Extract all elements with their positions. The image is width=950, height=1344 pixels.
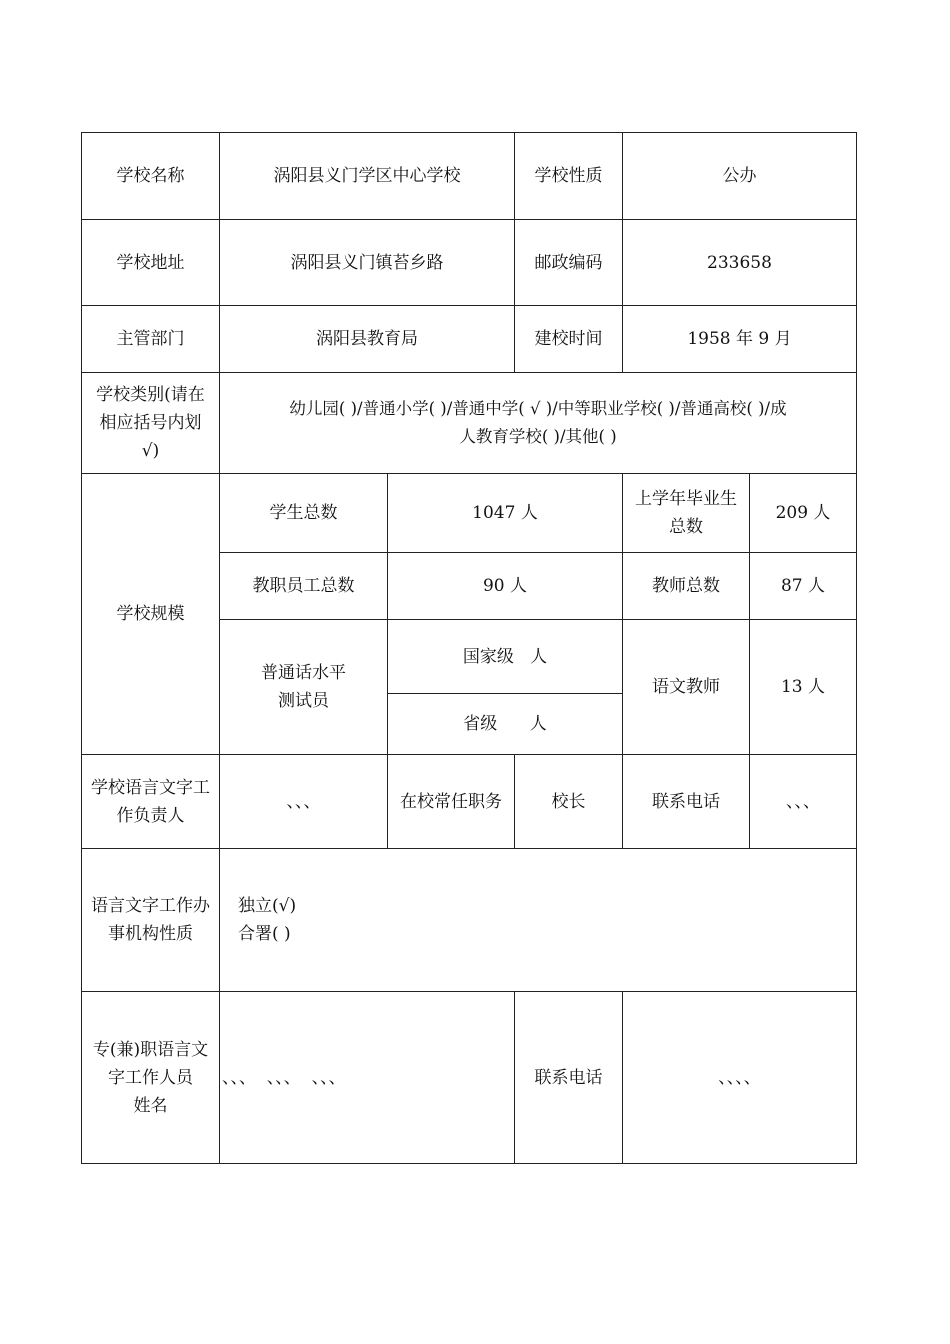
chinese-teachers-value: 13 人 bbox=[750, 620, 857, 755]
staff-names-label-line2: 字工作人员 bbox=[108, 1067, 193, 1088]
teachers-label: 教师总数 bbox=[623, 553, 750, 620]
school-info-form bbox=[81, 132, 857, 1164]
leader-label-line2: 作负责人 bbox=[116, 805, 185, 826]
school-address-value: 涡阳县义门镇苔乡路 bbox=[220, 220, 515, 306]
testers-label-line1: 普通话水平 bbox=[261, 663, 346, 683]
school-nature-label: 学校性质 bbox=[515, 133, 623, 220]
office-label bbox=[82, 849, 220, 992]
leader-name-value: 、、、 bbox=[220, 755, 388, 849]
staff-names-value: 、、、 、、、 、、、 bbox=[220, 992, 515, 1164]
row-staff-names bbox=[82, 992, 857, 1164]
staff-value: 90 人 bbox=[388, 553, 623, 620]
row-category bbox=[82, 373, 857, 474]
students-value: 1047 人 bbox=[388, 474, 623, 553]
founded-label: 建校时间 bbox=[515, 306, 623, 373]
postcode-value: 233658 bbox=[623, 220, 857, 306]
scale-label: 学校规模 bbox=[82, 474, 220, 755]
office-label-line2: 事机构性质 bbox=[108, 924, 193, 944]
office-option-joint: 合署( ) bbox=[238, 924, 291, 944]
category-label-line3: √) bbox=[141, 441, 160, 461]
staff-phone-value: 、、、、 bbox=[623, 992, 857, 1164]
school-nature-value: 公办 bbox=[623, 133, 857, 220]
chinese-teachers-label: 语文教师 bbox=[623, 620, 750, 755]
row-school-address bbox=[82, 220, 857, 306]
row-leader bbox=[82, 755, 857, 849]
category-label bbox=[82, 373, 220, 474]
staff-names-label-line1: 专(兼)职语言文 bbox=[92, 1039, 209, 1060]
category-options-line1: 幼儿园( )/普通小学( )/普通中学( √ )/中等职业学校( )/普通高校( )/成 bbox=[289, 399, 787, 418]
school-address-label: 学校地址 bbox=[82, 220, 220, 306]
staff-names-label-line3: 姓名 bbox=[133, 1095, 168, 1116]
position-label: 在校常任职务 bbox=[388, 755, 515, 849]
provincial-testers: 省级 人 bbox=[388, 694, 623, 755]
leader-label-line1: 学校语言文字工 bbox=[91, 777, 210, 798]
graduates-label bbox=[623, 474, 750, 553]
national-testers: 国家级 人 bbox=[388, 620, 623, 694]
category-label-line2: 相应括号内划 bbox=[99, 413, 202, 433]
postcode-label: 邮政编码 bbox=[515, 220, 623, 306]
founded-value: 1958 年 9 月 bbox=[623, 306, 857, 373]
graduates-label-line2: 总数 bbox=[669, 517, 703, 537]
row-department bbox=[82, 306, 857, 373]
school-name-value: 涡阳县义门学区中心学校 bbox=[220, 133, 515, 220]
leader-phone-label: 联系电话 bbox=[623, 755, 750, 849]
testers-label bbox=[220, 620, 388, 755]
department-value: 涡阳县教育局 bbox=[220, 306, 515, 373]
category-label-line1: 学校类别(请在 bbox=[96, 385, 205, 405]
staff-label: 教职员工总数 bbox=[220, 553, 388, 620]
school-name-label: 学校名称 bbox=[82, 133, 220, 220]
office-label-line1: 语言文字工作办 bbox=[91, 896, 210, 916]
row-school-name bbox=[82, 133, 857, 220]
category-options-line2: 人教育学校( )/其他( ) bbox=[459, 427, 617, 446]
leader-phone-value: 、、、 bbox=[750, 755, 857, 849]
office-options bbox=[220, 849, 857, 992]
position-value: 校长 bbox=[515, 755, 623, 849]
office-option-independent: 独立(√) bbox=[238, 896, 297, 916]
row-scale-students bbox=[82, 474, 857, 553]
category-options bbox=[220, 373, 857, 474]
testers-label-line2: 测试员 bbox=[278, 691, 329, 711]
staff-phone-label: 联系电话 bbox=[515, 992, 623, 1164]
staff-names-label bbox=[82, 992, 220, 1164]
row-office-nature bbox=[82, 849, 857, 992]
students-label: 学生总数 bbox=[220, 474, 388, 553]
department-label: 主管部门 bbox=[82, 306, 220, 373]
graduates-label-line1: 上学年毕业生 bbox=[635, 489, 737, 509]
graduates-value: 209 人 bbox=[750, 474, 857, 553]
teachers-value: 87 人 bbox=[750, 553, 857, 620]
leader-label bbox=[82, 755, 220, 849]
